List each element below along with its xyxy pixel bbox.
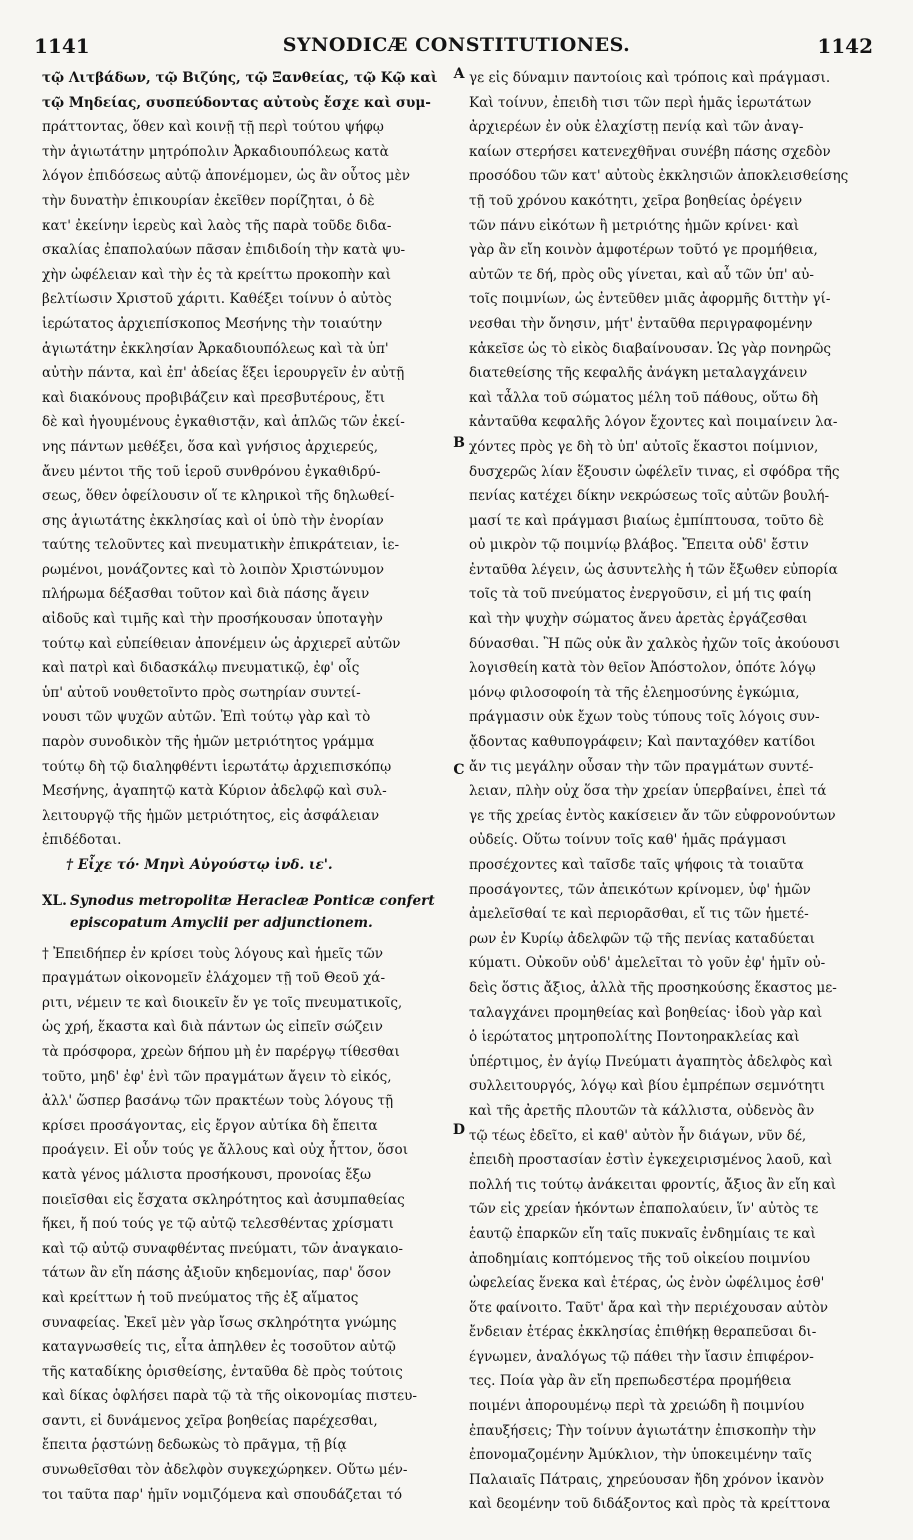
text-line: παρὸν συνοδικὸν τῆς ἡμῶν μετριότητος γράμμα [42, 734, 375, 751]
text-line: γὰρ ἂν εἴη κοινὸν ἀμφοτέρων τοῦτό γε προμήθεια, [469, 242, 818, 259]
text-line: Παλαιαῖς Πάτραις, χηρεύουσαν ἤδη χρόνον ἱκανὸν [469, 1471, 825, 1488]
text-line: σκαλίας ἐπαπολαύων πᾶσαν ἐπιδιδοίη τὴν κατὰ ψυ- [42, 242, 406, 259]
text-line: πλήρωμα δέξασθαι τοῦτον καὶ διὰ πάσης ἄγειν [42, 586, 370, 603]
text-line: τοῖς τὰ τοῦ πνεύματος ἐνεργοῦσιν, εἰ μή τις φαίη [469, 586, 812, 603]
text-line: ρωμένοι, μονάζοντες καὶ τὸ λοιπὸν Χριστώνυμον [42, 561, 385, 578]
text-line: τούτῳ δὴ τῷ διαληφθέντι ἱερωτάτῳ ἀρχιεπισκόπῳ [42, 758, 392, 775]
text-line: λογισθείη κατὰ τὸν θεῖον Ἀπόστολον, ὁπότε λόγῳ [469, 660, 816, 677]
text-line: κρίσει προσάγοντας, εἰς ἔργον αὐτίκα δὴ ἔπειτα [42, 1117, 378, 1134]
text-line: ἐπειδὴ προστασίαν ἐστὶν ἐγκεχειρισμένος λαοῦ, καὶ [469, 1152, 833, 1169]
text-line: βελτίωσιν Χριστοῦ χάριτι. Καθέξει τοίνυν ὁ αὐτὸς [42, 291, 392, 308]
text-line: καίων στερήσει κατενεχθῆναι συνέβη πάσης σχεδὸν [469, 143, 831, 160]
text-line: ὡς χρή, ἕκαστα καὶ διὰ πάντων ὡς εἰπεῖν σώζειν [42, 1019, 383, 1036]
margin-letter-b: B [453, 435, 465, 451]
text-line: νουσι τῶν ψυχῶν αὐτῶν. Ἐπὶ τούτῳ γὰρ καὶ τὸ [42, 709, 371, 726]
text-line: πενίας κατέχει δίκην νεκρώσεως τοῖς αὐτῶν βουλή- [469, 488, 830, 505]
text-line: ἐπαυξήσεις; Τὴν τοίνυν ἁγιωτάτην ἐπισκοπὴν τὴν [469, 1422, 817, 1439]
page-number-left: 1141 [34, 34, 90, 58]
text-line: λειαν, πλὴν οὐχ ὅσα τὴν χρείαν ὑπερβαίνει, ἐπεὶ τά [469, 783, 827, 800]
text-line: διατεθείσης τῆς κεφαλῆς ἀνάγκη μεταλαγχάνειν [469, 365, 808, 382]
text-line: δὲ καὶ ἡγουμένους ἐγκαθιστᾷν, καὶ ἁπλῶς τῶν ἐκεί- [42, 414, 405, 431]
text-line: ἀλλ' ὥσπερ βασάνῳ τῶν πρακτέων τοὺς λόγους τῇ [42, 1093, 394, 1110]
text-line: τοῖς ποιμνίων, ὡς ἐντεῦθεν μιᾶς ἀφορμῆς διττὴν γί- [469, 291, 831, 308]
text-line: καὶ τἆλλα τοῦ σώματος μέλη τοῦ πάθους, οὕτω δὴ [469, 389, 819, 406]
text-line: τὴν ἁγιωτάτην μητρόπολιν Ἀρκαδιουπόλεως κατὰ [42, 143, 389, 160]
text-line: σης ἁγιωτάτης ἐκκλησίας καὶ οἱ ὑπὸ τὴν ἐνορίαν [42, 512, 384, 529]
text-line: δεὶς ὅστις ἄξιος, ἀλλὰ τῆς προσηκούσης ἕκαστος με- [469, 979, 837, 996]
text-line: αἰδοῦς καὶ τιμῆς καὶ τὴν προσήκουσαν ὑποταγὴν [42, 611, 383, 628]
text-line: τῶν πάνυ εἰκότων ἢ μετριότης ἡμῶν κρίνει· καὶ [469, 217, 800, 234]
text-line: καὶ τὴν ψυχὴν σώματος ἄνευ ἀρετὰς ἐργάζεσθαι [469, 611, 808, 628]
text-line: τῶν εἰς χρείαν ἡκόντων ἐπαπολαύειν, ἵν' αὐτὸς τε [469, 1201, 819, 1218]
text-line: ἥκει, ἤ πού τούς γε τῷ αὐτῷ τελεσθέντας χρίσματι [42, 1216, 394, 1233]
text-line: πράγμασιν οὐκ ἔχων τοὺς τύπους τοῖς λόγοις συν- [469, 709, 820, 726]
text-line: χόντες πρὸς γε δὴ τὸ ὑπ' αὐτοῖς ἕκαστοι ποίμνιον, [469, 438, 819, 455]
running-title: SYNODICÆ CONSTITUTIONES. [282, 34, 631, 56]
text-line: τοῦτο, μηδ' ἐφ' ἑνὶ τῶν πραγμάτων ἄγειν τὸ εἰκός, [42, 1068, 392, 1085]
text-line: τῷ Λιτβάδων, τῷ Βιζύης, τῷ Ξανθείας, τῷ Κῷ καὶ [42, 70, 438, 86]
text-line: αὐτὴν πάντα, καὶ ἐπ' ἀδείας ἕξει ἱερουργεῖν ἐν αὐτῇ [42, 365, 405, 382]
chapter-rubric [42, 890, 452, 934]
text-line: ἄνευ μέντοι τῆς τοῦ ἱεροῦ συνθρόνου ἐγκαθιδρύ- [42, 463, 381, 480]
text-line: κύματι. Οὐκοῦν οὐδ' ἀμελεῖται τὸ γοῦν ἐφ' ἡμῖν οὐ- [469, 955, 826, 972]
text-line: καὶ τῆς ἀρετῆς πλουτῶν τὰ κάλλιστα, οὐδενὸς ἂν [469, 1102, 815, 1119]
rubric-title: Synodus metropolitæ Heracleæ Ponticæ confert episcopatum Amyclii per adjunctionem. [70, 892, 435, 931]
text-line: ποιμένι ἀπορουμένῳ περὶ τὰ χρειώδη ἢ ποιμνίου [469, 1398, 805, 1415]
text-line: ἀρχιερέων ἐν οὐκ ἐλαχίστῃ πενίᾳ καὶ τῶν ἀναγ- [469, 119, 804, 136]
text-line: προσάγοντες, τῶν ἀπεικότων κρίνομεν, ὑφ' ἡμῶν [469, 881, 811, 898]
text-line: τῷ τέως ἐδεῖτο, εἰ καθ' αὐτὸν ἦν διάγων, νῦν δέ, [469, 1127, 807, 1144]
text-line: δυσχερῶς λίαν ἕξουσιν ὠφέλεῖν τινας, εἰ σφόδρα τῆς [469, 463, 840, 480]
text-line: σαντι, εἰ δυνάμενος χεῖρα βοηθείας παρέχεσθαι, [42, 1412, 378, 1429]
page-number-right: 1142 [817, 34, 873, 58]
text-line: προσόδου τῶν κατ' αὐτοὺς ἐκκλησιῶν ἀποκλεισθείσης [469, 168, 849, 185]
text-line: ἁγιωτάτην ἐκκλησίαν Ἀρκαδιουπόλεως καὶ τὰ ὑπ' [42, 340, 389, 357]
text-line: τὴν δυνατὴν ἐπικουρίαν ἐκεῖθεν πορίζηται, ὁ δὲ [42, 192, 375, 209]
text-line: γε εἰς δύναμιν παντοίοις καὶ τρόποις καὶ πράγμασι. [469, 70, 831, 86]
text-line: οὐ μικρὸν τῷ ποιμνίῳ βλάβος. Ἔπειτα οὐδ' ἔστιν [469, 537, 809, 554]
left-column [42, 66, 452, 1507]
text-line: χὴν ὠφέλειαν καὶ τὴν ἐς τὰ κρείττω προκοπὴν καὶ [42, 266, 391, 283]
text-line: καὶ δεομένην τοῦ διδάξοντος καὶ πρὸς τὰ κρείττονα [469, 1496, 831, 1513]
text-line: τῆς καταδίκης ὁρισθείσης, ἐνταῦθα δὲ πρὸς τούτοις [42, 1363, 403, 1380]
text-line: ἱερώτατος ἀρχιεπίσκοπος Μεσήνης τὴν τοιαύτην [42, 315, 383, 332]
text-line: νης πάντων μεθέξει, ὅσα καὶ γνήσιος ἀρχιερεύς, [42, 438, 379, 455]
text-line: ριτι, νέμειν τε καὶ διοικεῖν ἔν γε τοῖς πνευματικοῖς, [42, 994, 403, 1011]
text-line: καὶ δίκας ὀφλήσει παρὰ τῷ τὰ τῆς οἰκονομίας πιστευ- [42, 1388, 417, 1405]
text-line: ἐνταῦθα λέγειν, ὡς ἀσυντελὴς ἡ τῶν ἔξωθεν εὐπορία [469, 561, 838, 578]
text-line: ὁ ἱερώτατος μητροπολίτης Ποντοηρακλείας καὶ [469, 1029, 800, 1046]
text-line: προσέχοντες καὶ ταῖσδε ταῖς ψήφοις τὰ τοιαῦτα [469, 857, 804, 873]
text-line: έγνωμεν, ἀναλόγως τῷ πάθει τὴν ἴασιν ἐπιφέρον- [469, 1348, 814, 1365]
text-line: καταγνωσθείς τις, εἶτα ἀπηλθεν ἐς τοσοῦτον αὐτῷ [42, 1339, 396, 1356]
text-line: ποιεῖσθαι εἰς ἔσχατα σκληρότητος καὶ ἀσυμπαθείας [42, 1191, 405, 1208]
text-line: ὅτε φαίνοιτο. Ταῦτ' ἄρα καὶ τὴν περιέχουσαν αὐτὸν [469, 1299, 829, 1316]
text-line: πράττοντας, ὅθεν καὶ κοινῇ τῇ περὶ τούτου ψήφῳ [42, 119, 384, 136]
text-line: πολλή τις τούτῳ ἀνάκειται φροντίς, ἄξιος ἂν εἴη καὶ [469, 1176, 837, 1193]
left-text-block-b [42, 942, 452, 1508]
text-line: κἀκεῖσε ὡς τὸ εἰκὸς διαβαίνουσαν. Ὡς γὰρ πονηρῶς [469, 340, 831, 357]
margin-letter-d: D [452, 1122, 466, 1138]
text-line: ἑαυτῷ ἐπαρκῶν εἴη ταῖς πυκναῖς ἐνδημίαις τε καὶ [469, 1225, 816, 1242]
text-line: ᾄδοντας καθυπογράφειν; Καὶ πανταχόθεν κατίδοι [469, 734, 816, 751]
text-line: μασί τε καὶ πράγμασι βιαίως ἐμπίπτουσα, τοῦτο δὲ [469, 512, 824, 529]
rubric-number: XL. [42, 892, 67, 909]
text-line: τες. Ποία γὰρ ἂν εἴη πρεπωδεστέρα προμήθεια [469, 1373, 792, 1390]
text-line: Μεσήνης, ἀγαπητῷ κατὰ Κύριον ἀδελφῷ καὶ συλ- [42, 783, 387, 800]
text-line: ταύτης τελοῦντες καὶ πνευματικὴν ἐπικράτειαν, ἱε- [42, 537, 400, 554]
margin-letter-c: C [453, 762, 465, 778]
text-line: τῷ Μηδείας, συσπεύδοντας αὐτοὺς ἔσχε καὶ συμ- [42, 94, 431, 111]
right-text-block [469, 66, 877, 1517]
text-line: καὶ τῷ αὐτῷ συναφθέντας πνεύματι, τῶν ἀναγκαιο- [42, 1240, 403, 1257]
text-line: ἄν τις μεγάλην οὖσαν τὴν τῶν πραγμάτων συντέ- [469, 758, 814, 775]
text-line: λόγον ἐπιδόσεως αὐτῷ ἀπονέμομεν, ὡς ἂν οὗτος μὲν [42, 168, 411, 185]
text-line: τοι ταῦτα παρ' ἡμῖν νομιζόμενα καὶ σπουδάζεται τό [42, 1486, 403, 1503]
text-line: καὶ διακόνους προβιβάζειν καὶ πρεσβυτέρους, ἔτι [42, 389, 386, 406]
page-header [0, 34, 913, 60]
text-line: ἀμελεῖσθαί τε καὶ περιορᾶσθαι, εἴ τις τῶν ἡμετέ- [469, 906, 809, 923]
date-line: † Εἶχε τό· Μηνὶ Αὐγούστῳ ἰνδ. ιε'. [66, 857, 333, 873]
text-line: ἐπιδέδοται. [42, 832, 122, 849]
right-column [469, 66, 877, 1517]
text-line: ρων ἐν Κυρίῳ ἀδελφῶν τῷ τῆς πενίας καταδύεται [469, 930, 816, 947]
text-line: αὐτῶν τε δή, πρὸς οὓς γίνεται, καὶ αὖ τῶν ὑπ' αὐ- [469, 266, 814, 283]
text-line: † Ἐπειδήπερ ἐν κρίσει τοὺς λόγους καὶ ἡμεῖς τῶν [42, 945, 383, 962]
margin-letter-a: A [453, 66, 465, 82]
text-line: πραγμάτων οἰκονομεῖν ἐλάχομεν τῇ τοῦ Θεοῦ χά- [42, 970, 386, 987]
text-line: οὐδείς. Οὕτω τοίνυν τοῖς καθ' ἡμᾶς πράγμασι [469, 832, 787, 849]
text-line: νεσθαι τὴν ὄνησιν, μήτ' ἐνταῦθα περιγραφομένην [469, 315, 813, 332]
text-line: σεως, ὅθεν ὀφείλουσιν οἵ τε κληρικοὶ τῆς δηλωθεί- [42, 488, 395, 505]
left-text-block-a [42, 66, 452, 853]
text-line: ὑπέρτιμος, ἐν ἁγίῳ Πνεύματι ἀγαπητὸς ἀδελφὸς καὶ [469, 1053, 833, 1070]
text-line: γε τῆς χρείας ἐντὸς κακίσειεν ἄν τῶν εὐφρονούντων [469, 807, 836, 824]
text-line: τὰ πρόσφορα, χρεὼν δήπου μὴ ἐν παρέργῳ τίθεσθαι [42, 1043, 400, 1060]
text-line: τάτων ἂν εἴη πάσης ἀξιοῦν κηδεμονίας, παρ' ὅσον [42, 1265, 391, 1282]
text-line: προάγειν. Εἰ οὖν τούς γε ἄλλους καὶ οὐχ ἧττον, ὅσοι [42, 1142, 409, 1159]
text-line: ὑπ' αὐτοῦ νουθετοῖντο πρὸς σωτηρίαν συντεί- [42, 684, 361, 701]
text-line: συναφείας. Ἐκεῖ μὲν γὰρ ἴσως σκληρότητα γνώμης [42, 1314, 397, 1331]
text-line: καὶ κρείττων ἡ τοῦ πνεύματος τῆς ἐξ αἵματος [42, 1289, 359, 1306]
text-line: συνωθεῖσθαι τὸν ἀδελφὸν συγκεχώρηκεν. Οὕτω μέν- [42, 1462, 408, 1479]
text-line: ἐπονομαζομένην Ἀμύκλιον, τὴν ὑποκειμένην ταῖς [469, 1447, 812, 1464]
text-line: μόνῳ φιλοσοφοίη τὰ τῆς ἐλεημοσύνης ἐγκώμια, [469, 684, 800, 701]
text-line: κατ' ἐκείνην ἱερεὺς καὶ λαὸς τῆς παρὰ τοῦδε διδα- [42, 217, 392, 234]
text-line: κατὰ γένος μάλιστα προσήκουσι, προνοίας ἔξω [42, 1166, 372, 1183]
text-line: ταλαγχάνει προμηθείας καὶ βοηθείας· ἰδοὺ γὰρ καὶ [469, 1004, 823, 1021]
text-line: ἀποδημίαις κοπτόμενος τῆς τοῦ οἰκείου ποιμνίου [469, 1250, 811, 1267]
text-line: συλλειτουργός, λόγῳ καὶ βίου ἐμπρέπων σεμνότητι [469, 1078, 826, 1095]
text-line: Καὶ τοίνυν, ἐπειδὴ τισι τῶν περὶ ἡμᾶς ἱερωτάτων [469, 94, 812, 111]
text-line: ὠφελείας ἕνεκα καὶ ἑτέρας, ὡς ἐνὸν ὠφέλιμος ἐσθ' [469, 1275, 825, 1292]
text-line: καὶ πατρὶ καὶ διδασκάλῳ πνευματικῷ, ἐφ' οἷς [42, 660, 360, 677]
text-line: τῇ τοῦ χρόνου κακότητι, χεῖρα βοηθείας ὀρέγειν [469, 192, 803, 209]
text-line: δύνασθαι. Ἢ πῶς οὐκ ἂν χαλκὸς ἠχῶν τοῖς ἀκούουσι [469, 635, 841, 652]
text-line: λειτουργῷ τῆς ἡμῶν μετριότητος, εἰς ἀσφάλειαν [42, 807, 380, 824]
text-line: ἔνδειαν ἑτέρας ἐκκλησίας ἐπιθήκῃ θεραπεῦσαι δι- [469, 1324, 817, 1341]
text-line: τούτῳ καὶ εὐπείθειαν ἀπονέμειν ὡς ἀρχιερεῖ αὐτῶν [42, 635, 401, 652]
text-line: ἔπειτα ῥᾳστώνῃ δεδωκὼς τὸ πρᾶγμα, τῇ βίᾳ [42, 1437, 347, 1454]
text-line: κἀνταῦθα κεφαλῆς λόγον ἔχοντες καὶ ποιμαίνειν λα- [469, 414, 838, 431]
